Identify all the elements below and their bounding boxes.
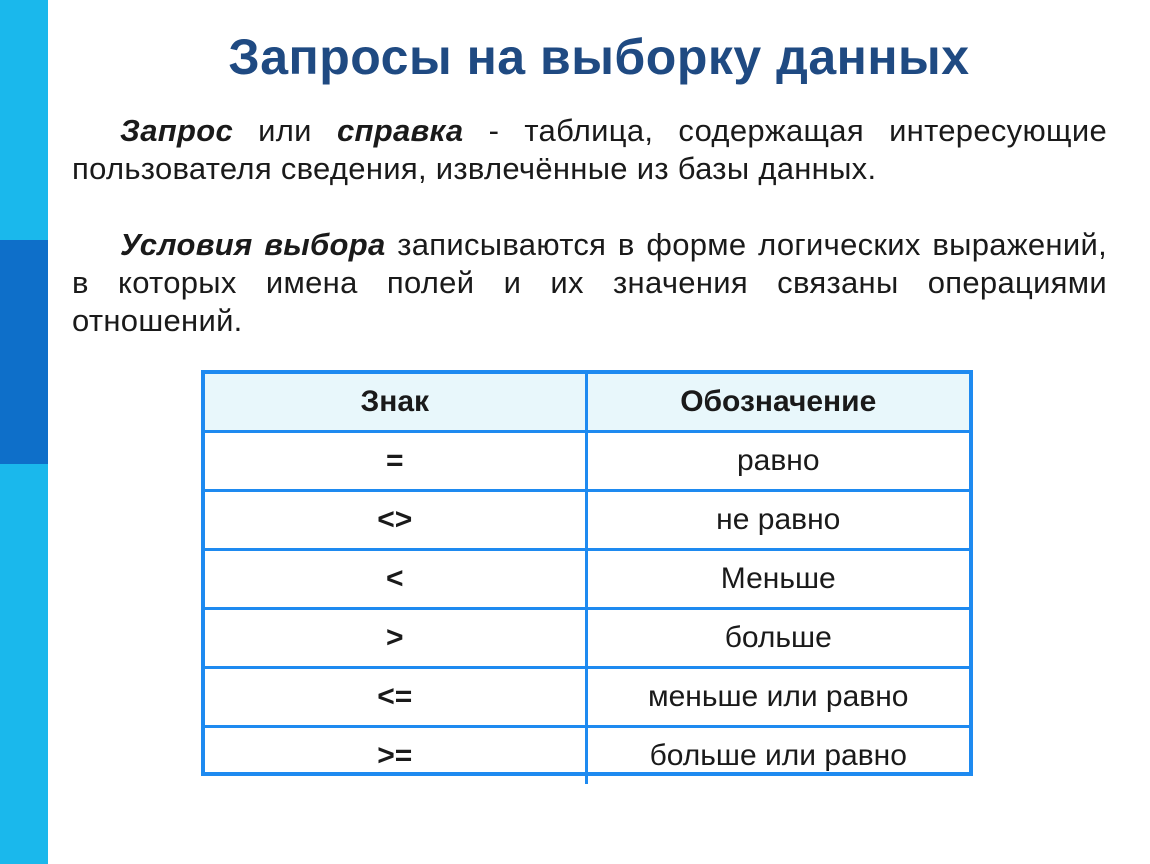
term-connector: или — [233, 113, 337, 148]
meaning-cell: Меньше — [586, 550, 969, 609]
meaning-cell: меньше или равно — [586, 668, 969, 727]
term-reference: справка — [336, 113, 464, 148]
term-conditions: Условия выбора — [120, 227, 386, 262]
sign-cell: <= — [205, 668, 586, 727]
meaning-cell: больше или равно — [586, 727, 969, 785]
table-row — [205, 432, 969, 491]
table-header-row — [205, 374, 969, 432]
slide-title: Запросы на выборку данных — [228, 29, 970, 85]
side-accent-bar-highlight — [0, 240, 48, 464]
definition-paragraph — [72, 112, 1107, 188]
table-row — [205, 550, 969, 609]
sign-cell: >= — [205, 727, 586, 785]
header-sign: Знак — [205, 374, 586, 432]
sign-cell: > — [205, 609, 586, 668]
definition-text: - таблица, содержащая интересующие пользователя сведения, извлечённые из базы данных. — [72, 113, 1107, 186]
meaning-cell: больше — [586, 609, 969, 668]
meaning-cell: равно — [586, 432, 969, 491]
table-row — [205, 491, 969, 550]
meaning-cell: не равно — [586, 491, 969, 550]
term-query: Запрос — [120, 113, 234, 148]
sign-cell: < — [205, 550, 586, 609]
table-row — [205, 609, 969, 668]
header-meaning: Обозначение — [586, 374, 969, 432]
conditions-paragraph — [72, 226, 1107, 340]
sign-cell: <> — [205, 491, 586, 550]
sign-cell: = — [205, 432, 586, 491]
table-row — [205, 668, 969, 727]
table-row — [205, 727, 969, 785]
relation-operators-table — [201, 370, 973, 776]
conditions-text: записываются в форме логических выражений, в которых имена полей и их значения связаны операциями отношений. — [72, 227, 1107, 338]
